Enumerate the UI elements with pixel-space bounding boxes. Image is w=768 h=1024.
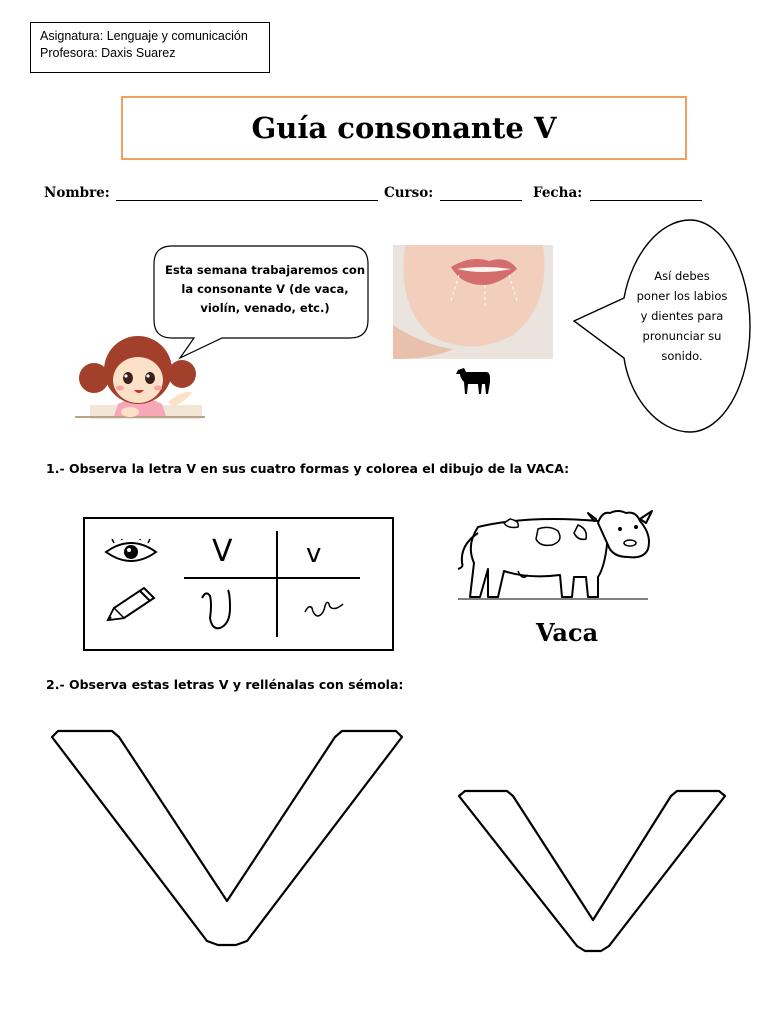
page-title: Guía consonante V	[251, 111, 557, 145]
pencil-icon	[104, 586, 158, 624]
student-fields	[44, 185, 724, 205]
cursive-lowercase-v	[303, 596, 347, 622]
cursive-uppercase-v	[198, 588, 242, 634]
speech-text-right: Así debes poner los labios y dientes para pronunciar su sonido.	[636, 269, 728, 363]
cow-coloring-drawing	[448, 505, 662, 605]
date-label: Fecha:	[533, 185, 583, 201]
activity-1-heading: 1.- Observa la letra V en sus cuatro formas y colorea el dibujo de la VACA:	[46, 461, 570, 476]
course-blank[interactable]	[440, 200, 522, 201]
activity-2-heading: 2.- Observa estas letras V y rellénalas con sémola:	[46, 677, 404, 692]
speech-text-left: Esta semana trabajaremos con la consonante V (de vaca, violín, venado, etc.)	[164, 263, 366, 315]
cow-label: Vaca	[536, 618, 599, 647]
uppercase-v-outline[interactable]	[48, 728, 406, 948]
print-lowercase-v: v	[306, 539, 322, 569]
course-label: Curso:	[384, 185, 434, 201]
lips-photo	[393, 245, 553, 359]
teacher-line: Profesora: Daxis Suarez	[40, 46, 176, 60]
title-box	[121, 96, 687, 160]
eye-icon	[104, 539, 158, 565]
name-blank[interactable]	[116, 200, 378, 201]
subject-info-box	[30, 22, 270, 73]
lowercase-v-outline[interactable]	[456, 788, 728, 956]
cow-icon	[454, 362, 494, 396]
print-uppercase-v: V	[212, 534, 233, 569]
date-blank[interactable]	[590, 200, 702, 201]
name-label: Nombre:	[44, 185, 110, 201]
subject-line: Asignatura: Lenguaje y comunicación	[40, 29, 248, 43]
